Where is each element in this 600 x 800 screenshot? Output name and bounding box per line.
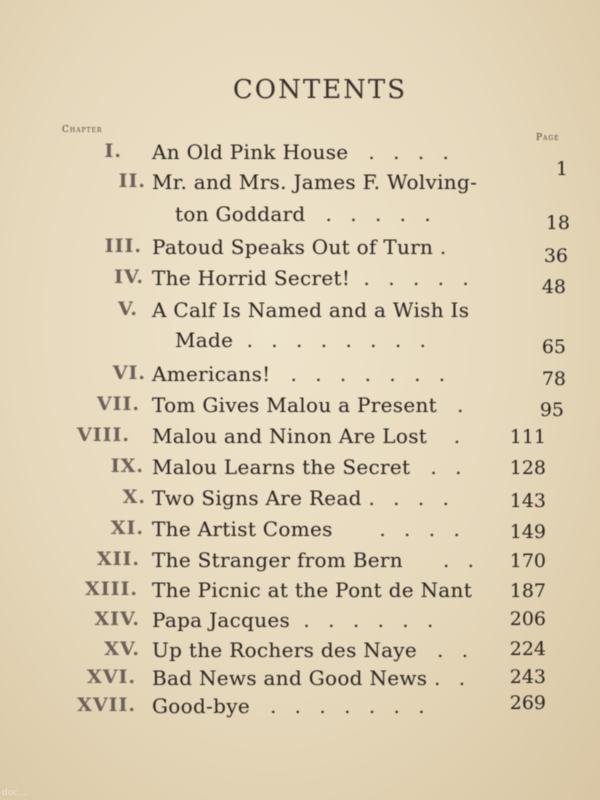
page-number: 224 — [509, 638, 546, 660]
page-column-header: Page — [536, 133, 560, 143]
chapter-number: XI. — [110, 517, 144, 539]
chapter-title: Bad News and Good News . . — [152, 666, 472, 690]
chapter-title: Up the Rochers des Naye . . — [152, 638, 475, 662]
page-number: 48 — [541, 276, 566, 298]
chapter-number: IV. — [114, 266, 144, 288]
page-number: 1 — [555, 158, 568, 180]
page-number: 65 — [541, 336, 566, 358]
chapter-title: Malou and Ninon Are Lost . — [152, 424, 467, 448]
chapter-title: Malou Learns the Secret . . — [152, 455, 468, 479]
page-number: 187 — [509, 580, 546, 602]
chapter-title: Patoud Speaks Out of Turn . — [152, 235, 453, 259]
chapter-title: An Old Pink House . . . . — [152, 140, 455, 164]
chapter-title: Two Signs Are Read . . . . — [152, 486, 455, 510]
chapter-number: II. — [118, 170, 146, 192]
chapter-title: Tom Gives Malou a Present . — [152, 393, 470, 417]
chapter-number: VII. — [96, 393, 140, 415]
chapter-title: Good-bye . . . . . . . — [152, 694, 431, 718]
chapter-title: The Picnic at the Pont de Nant — [152, 578, 473, 602]
chapter-title-continued: ton Goddard . . . . . — [175, 202, 437, 226]
chapter-number: XIV. — [94, 608, 140, 630]
chapter-number: VIII. — [76, 424, 130, 446]
page-number: 78 — [541, 368, 566, 390]
chapter-title: Americans! . . . . . . . — [152, 362, 452, 386]
watermark: doc... — [2, 788, 27, 798]
chapter-number: X. — [122, 486, 146, 508]
page-number: 206 — [509, 608, 546, 630]
chapter-title: A Calf Is Named and a Wish Is — [152, 298, 470, 322]
page-number: 143 — [509, 490, 546, 512]
page-number: 149 — [509, 521, 546, 543]
page-title: CONTENTS — [232, 75, 408, 105]
chapter-number: VI. — [112, 362, 146, 384]
chapter-title: The Stranger from Bern . . — [152, 548, 481, 572]
chapter-number: I. — [104, 140, 122, 162]
chapter-title: Mr. and Mrs. James F. Wolving- — [152, 170, 478, 194]
chapter-number: V. — [117, 298, 138, 320]
chapter-number: XII. — [96, 548, 140, 570]
chapter-number: XVII. — [77, 694, 136, 716]
chapter-number: XV. — [104, 638, 140, 660]
chapter-number: IX. — [110, 455, 144, 477]
chapter-column-header: Chapter — [62, 125, 103, 135]
page-number: 128 — [509, 457, 546, 479]
chapter-number: XIII. — [84, 578, 138, 600]
page-number: 36 — [543, 245, 568, 267]
page-number: 18 — [545, 212, 570, 234]
chapter-number: III. — [104, 235, 142, 257]
chapter-number: XVI. — [87, 666, 136, 688]
page-number: 95 — [539, 399, 564, 421]
chapter-title-continued: Made . . . . . . . . — [175, 328, 432, 352]
page-number: 111 — [509, 426, 546, 448]
page-number: 170 — [509, 550, 546, 572]
chapter-title: The Artist Comes . . . . — [152, 517, 466, 541]
chapter-title: Papa Jacques . . . . . . — [152, 608, 440, 632]
chapter-title: The Horrid Secret! . . . . . — [152, 266, 475, 290]
page-number: 269 — [509, 692, 546, 714]
page-number: 243 — [509, 666, 546, 688]
